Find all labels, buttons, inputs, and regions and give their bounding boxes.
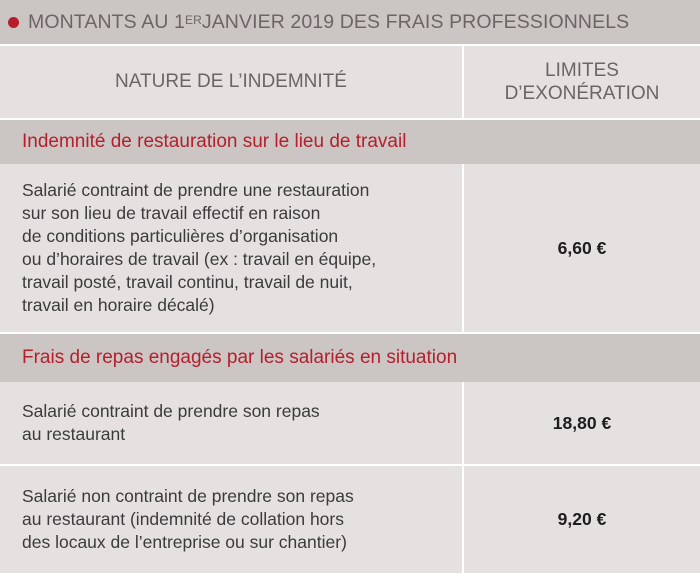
column-header-limits — [464, 46, 700, 118]
section-header-restauration: Indemnité de restauration sur le lieu de travail — [0, 120, 700, 164]
column-header-row — [0, 44, 700, 120]
description-line: travail posté, travail continu, travail de nuit, — [22, 272, 353, 292]
description-line: sur son lieu de travail effectif en raison — [22, 203, 321, 223]
title-suffix: JANVIER 2019 DES FRAIS PROFESSIONNELS — [201, 10, 630, 33]
description-line: travail en horaire décalé) — [22, 295, 215, 315]
table-row — [0, 164, 700, 334]
column-header-nature: NATURE DE L’INDEMNITÉ — [115, 71, 347, 92]
title-prefix: MONTANTS AU 1 — [28, 10, 185, 33]
description-line: de conditions particulières d’organisation — [22, 226, 339, 246]
row-amount: 9,20 € — [557, 509, 607, 529]
title-superscript: ER — [184, 13, 202, 27]
table-row — [0, 382, 700, 466]
description-line: Salarié contraint de prendre une restauration — [22, 180, 370, 200]
table-title — [0, 0, 700, 44]
description-line: au restaurant (indemnité de collation hors — [22, 509, 344, 529]
row-amount: 6,60 € — [557, 237, 607, 258]
section-header-frais-repas: Frais de repas engagés par les salariés en situation — [0, 334, 700, 382]
description-line: ou d’horaires de travail (ex : travail en équipe, — [22, 249, 377, 269]
red-bullet-icon — [8, 17, 19, 28]
row-amount: 18,80 € — [552, 412, 612, 433]
table-row — [0, 466, 700, 573]
row-description — [22, 382, 452, 464]
limits-line-1: LIMITES — [545, 60, 619, 81]
description-line: Salarié contraint de prendre son repas — [22, 401, 320, 421]
description-line: des locaux de l’entreprise ou sur chantier) — [22, 532, 347, 552]
row-description — [22, 466, 452, 573]
limits-line-2: D’EXONÉRATION — [504, 83, 660, 104]
description-line: Salarié non contraint de prendre son repas — [22, 486, 354, 506]
row-description — [22, 164, 452, 332]
description-line: au restaurant — [22, 424, 126, 444]
